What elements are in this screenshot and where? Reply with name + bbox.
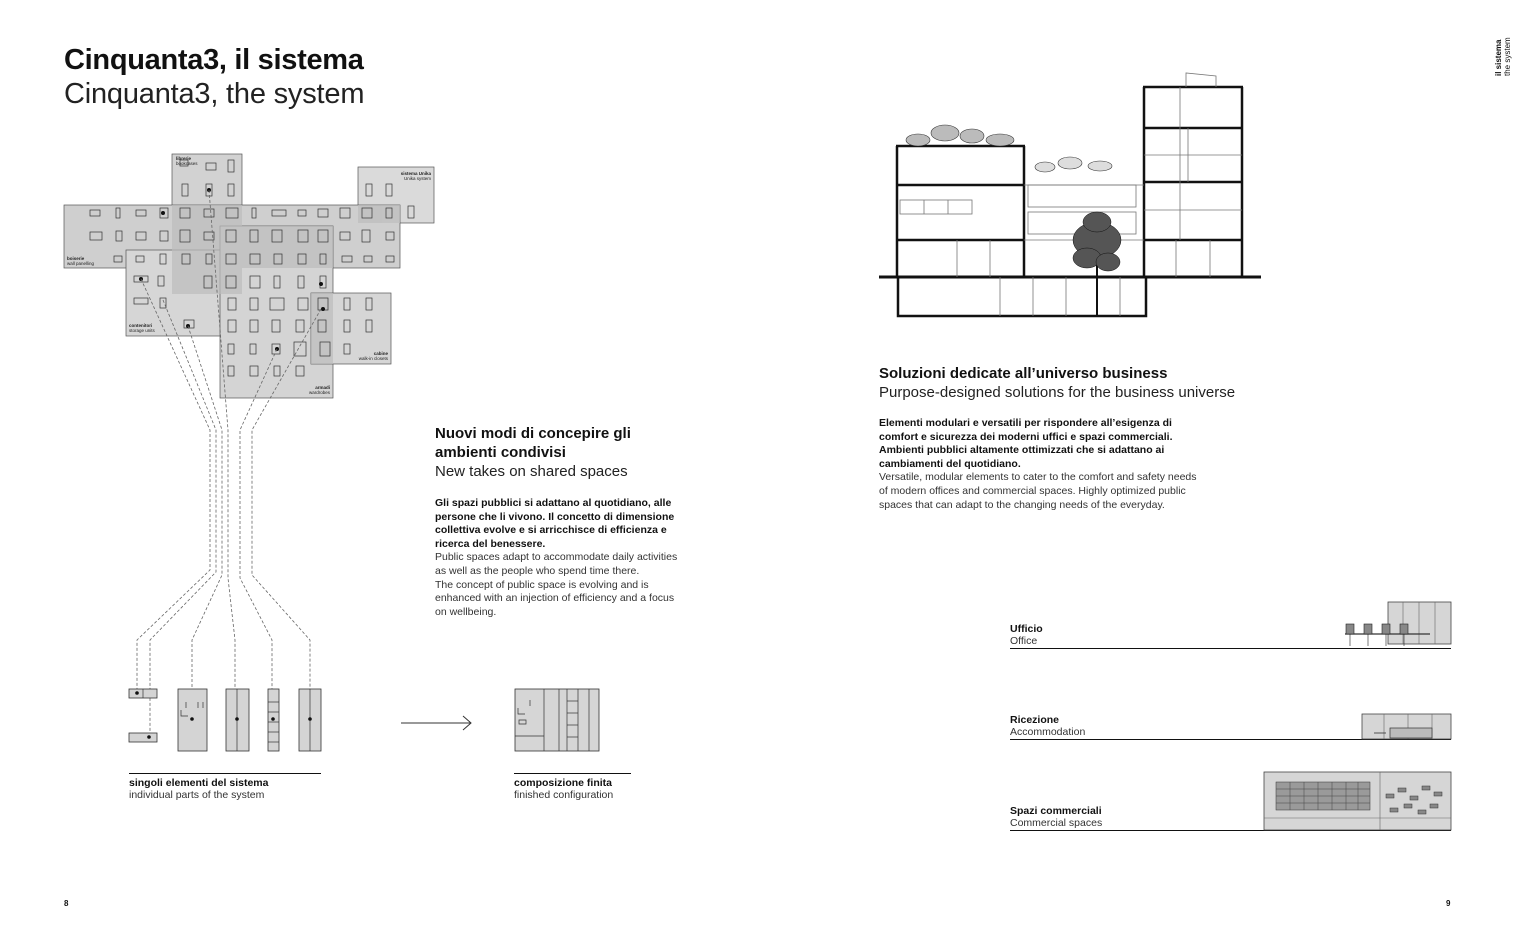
page-number-left: 8 [64,899,69,908]
space-commercial-en: Commercial spaces [1010,817,1103,829]
left-body-it-3: collettiva evolve e si arricchisce di efficienza e [435,524,667,537]
finished-rule [514,773,631,774]
left-body-en-5: on wellbeing. [435,605,497,618]
label-walk-in: walk-in closets [358,356,388,361]
left-heading-en: New takes on shared spaces [435,463,628,480]
reception-illustration [1360,712,1453,740]
commercial-illustration [1262,770,1453,832]
building-section-drawing [876,70,1266,322]
left-body-en-4: enhanced with an injection of efficiency and a focus [435,592,675,605]
arrow-icon [400,713,475,733]
parts-caption-en: individual parts of the system [129,789,265,801]
side-tab-en: the system [1503,37,1512,76]
page-title: Cinquanta3, il sistema [64,44,364,76]
space-commercial-it: Spazi commerciali [1010,805,1102,817]
left-body-en-2: as well as the people who spend time there. [435,564,640,577]
label-wall-panelling: wall panelling [67,261,95,266]
left-text-block [435,424,725,619]
label-bookcases: bookcases [176,161,198,166]
right-body-it-4: cambiamenti del quotidiano. [879,457,1021,470]
left-heading-line2: ambienti condivisi [435,444,566,461]
parts-caption-it: singoli elementi del sistema [129,777,269,789]
left-body-it-4: ricerca del benessere. [435,537,546,550]
label-armadi: armadi [315,385,330,390]
parts-rule [129,773,321,774]
label-librerie: librerie [176,156,192,161]
label-unika: sistema Unika [400,171,431,176]
finished-caption-it: composizione finita [514,777,613,789]
side-tab [1494,34,1514,84]
right-body-it-3: Ambienti pubblici altamente ottimizzati che si adattano ai [879,444,1165,457]
left-heading-line1: Nuovi modi di concepire gli [435,425,631,442]
label-storage-units: storage units [129,328,155,333]
space-reception-en: Accommodation [1010,726,1086,738]
right-heading-en: Purpose-designed solutions for the business universe [879,384,1236,401]
right-heading-it: Soluzioni dedicate all’universo business [879,365,1168,382]
finished-configuration-drawing [514,688,602,754]
label-contenitori: contenitori [129,323,153,328]
right-body-en-1: Versatile, modular elements to cater to the comfort and safety needs [879,471,1197,484]
finished-caption-en: finished configuration [514,789,614,801]
label-unika-en: Unika system [403,176,431,181]
left-body-en-3: The concept of public space is evolving and is [435,578,649,591]
page-number-right: 9 [1446,899,1451,908]
left-body-it-2: persone che li vivono. Il concetto di dimensione [435,510,675,523]
label-cabine: cabine [373,351,388,356]
right-body-en-3: spaces that can adapt to the changing needs of the everyday. [879,498,1165,511]
space-office-it: Ufficio [1010,623,1043,635]
side-tab-it: il sistema [1494,39,1503,76]
label-wardrobes: wardrobes [308,390,330,395]
label-boiserie: boiserie [67,256,85,261]
left-body-en-1: Public spaces adapt to accommodate daily activities [435,551,678,564]
left-body-it-1: Gli spazi pubblici si adattano al quotidiano, alle [435,497,672,509]
space-reception-it: Ricezione [1010,714,1060,726]
page-subtitle: Cinquanta3, the system [64,78,365,110]
space-office-en: Office [1010,635,1038,647]
right-body-it-1: Elementi modulari e versatili per rispondere all’esigenza di [879,417,1172,429]
right-body-it-2: comfort e sicurezza dei moderni uffici e spazi commerciali. [879,430,1173,443]
office-illustration [1338,600,1453,650]
right-body-en-2: of modern offices and commercial spaces. Highly optimized public [879,484,1186,497]
right-text-block [879,364,1299,512]
system-diagram [60,150,440,770]
